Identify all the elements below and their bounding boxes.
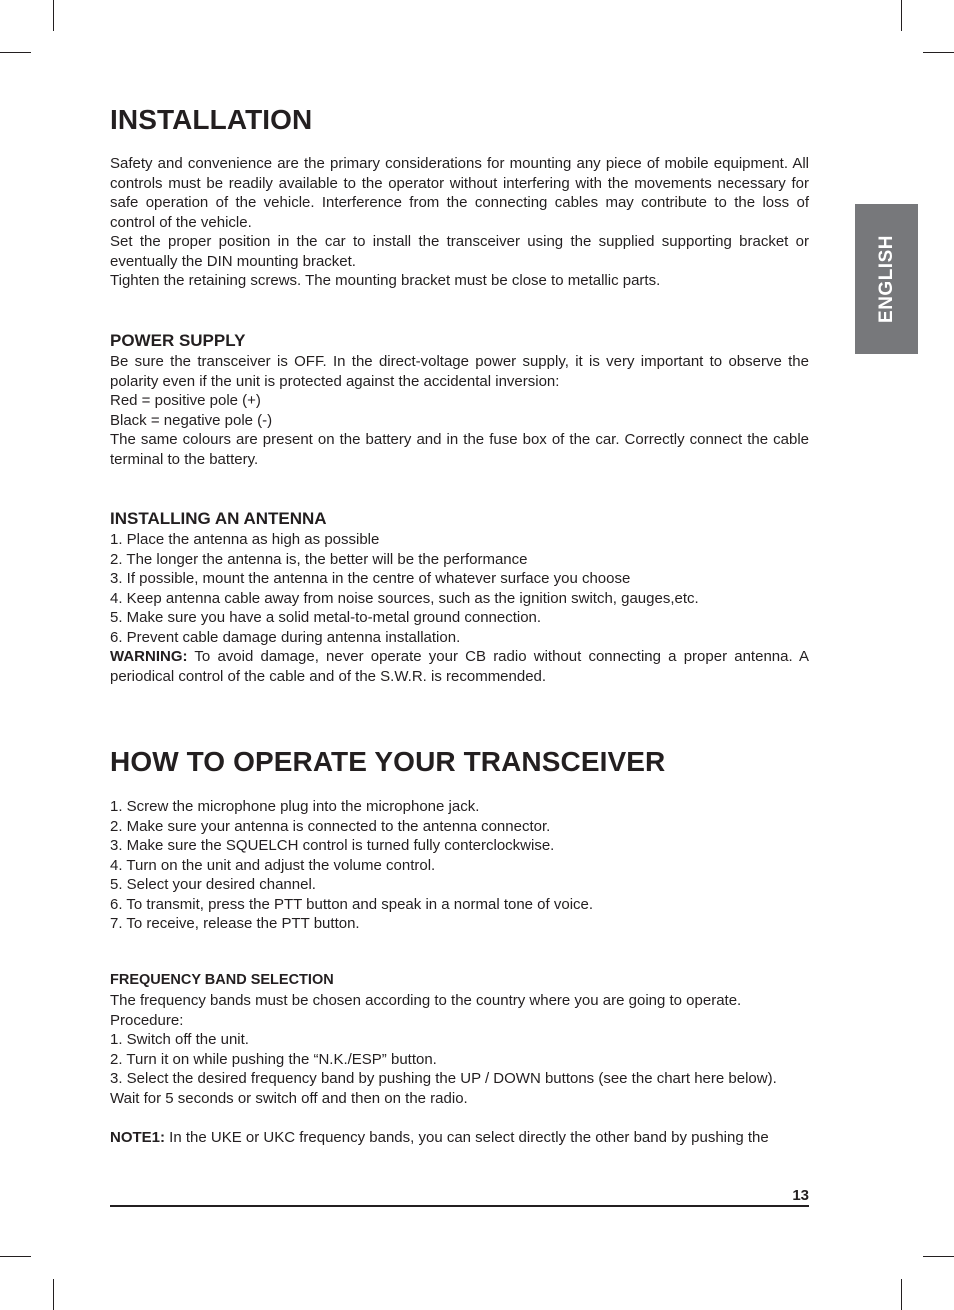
blank-line xyxy=(110,1108,809,1128)
crop-mark xyxy=(0,1256,31,1257)
warning-text: To avoid damage, never operate your CB radio without connecting a proper antenna. A periodical control of the cable and of the S.W.R. is recommended. xyxy=(110,648,809,685)
operate-step: 5. Select your desired channel. xyxy=(110,876,316,893)
antenna-title: INSTALLING AN ANTENNA xyxy=(110,509,327,528)
operate-step: 7. To receive, release the PTT button. xyxy=(110,915,360,932)
power-supply-intro: Be sure the transceiver is OFF. In the direct-voltage power supply, it is very important to observe the polarity even if the unit is protected against the accidental inversion: xyxy=(110,353,809,390)
crop-mark xyxy=(901,0,902,31)
crop-mark xyxy=(923,52,954,53)
antenna-item: 2. The longer the antenna is, the better will be the performance xyxy=(110,550,528,568)
installation-paragraph: Safety and convenience are the primary considerations for mounting any piece of mobile equipment. All controls must be readily available to the operator without interfering with the movements necessary for safe operation of the vehicle. Interference from the connecting cables may contribute to the loss of control of the vehicle. xyxy=(110,155,809,231)
warning-label: WARNING: xyxy=(110,648,188,665)
operate-step: 3. Make sure the SQUELCH control is turned fully conterclockwise. xyxy=(110,837,555,854)
crop-mark xyxy=(53,0,54,31)
installation-paragraph: Set the proper position in the car to install the transceiver using the supplied supporting bracket or eventually the DIN mounting bracket. xyxy=(110,233,809,270)
crop-mark xyxy=(923,1256,954,1257)
note1-label: NOTE1: xyxy=(110,1128,166,1146)
frequency-body xyxy=(110,991,809,1147)
crop-mark xyxy=(901,1279,902,1310)
procedure-step: 3. Select the desired frequency band by pushing the UP / DOWN buttons (see the chart here below). xyxy=(110,1070,777,1087)
antenna-warning xyxy=(110,647,809,686)
polarity-black: Black = negative pole (-) xyxy=(110,411,273,429)
power-supply-body xyxy=(110,352,809,469)
note1 xyxy=(110,1128,809,1148)
operate-title: HOW TO OPERATE YOUR TRANSCEIVER xyxy=(110,746,666,777)
installation-title: INSTALLATION xyxy=(110,104,313,135)
language-tab-label: ENGLISH xyxy=(875,235,897,323)
operate-list xyxy=(110,797,809,934)
procedure-wait: Wait for 5 seconds or switch off and then on the radio. xyxy=(110,1089,468,1107)
operate-step: 6. To transmit, press the PTT button and speak in a normal tone of voice. xyxy=(110,895,594,913)
frequency-intro: The frequency bands must be chosen according to the country where you are going to operate. xyxy=(110,992,742,1009)
antenna-item: 1. Place the antenna as high as possible xyxy=(110,531,380,548)
power-supply-outro: The same colours are present on the battery and in the fuse box of the car. Correctly connect the cable terminal to the battery. xyxy=(110,431,809,468)
page-number: 13 xyxy=(792,1187,809,1204)
procedure-step: 1. Switch off the unit. xyxy=(110,1031,249,1048)
crop-mark xyxy=(0,52,31,53)
polarity-red: Red = positive pole (+) xyxy=(110,392,261,409)
procedure-step: 2. Turn it on while pushing the “N.K./ESP” button. xyxy=(110,1050,437,1068)
footer-rule xyxy=(110,1205,809,1207)
operate-step: 1. Screw the microphone plug into the microphone jack. xyxy=(110,798,480,815)
antenna-item: 3. If possible, mount the antenna in the centre of whatever surface you choose xyxy=(110,570,631,587)
frequency-title: FREQUENCY BAND SELECTION xyxy=(110,972,334,988)
antenna-item: 6. Prevent cable damage during antenna installation. xyxy=(110,628,461,646)
operate-step: 4. Turn on the unit and adjust the volume control. xyxy=(110,856,436,874)
antenna-item: 4. Keep antenna cable away from noise sources, such as the ignition switch, gauges,etc. xyxy=(110,589,699,607)
power-supply-title: POWER SUPPLY xyxy=(110,331,246,350)
antenna-list xyxy=(110,530,809,686)
crop-mark xyxy=(53,1279,54,1310)
procedure-label: Procedure: xyxy=(110,1011,184,1029)
installation-paragraph: Tighten the retaining screws. The mounting bracket must be close to metallic parts. xyxy=(110,272,661,289)
language-tab xyxy=(855,204,918,354)
installation-body xyxy=(110,154,809,291)
operate-step: 2. Make sure your antenna is connected to the antenna connector. xyxy=(110,817,551,835)
note1-text: In the UKE or UKC frequency bands, you can select directly the other band by pushing the xyxy=(165,1128,769,1146)
antenna-item: 5. Make sure you have a solid metal-to-metal ground connection. xyxy=(110,609,542,626)
